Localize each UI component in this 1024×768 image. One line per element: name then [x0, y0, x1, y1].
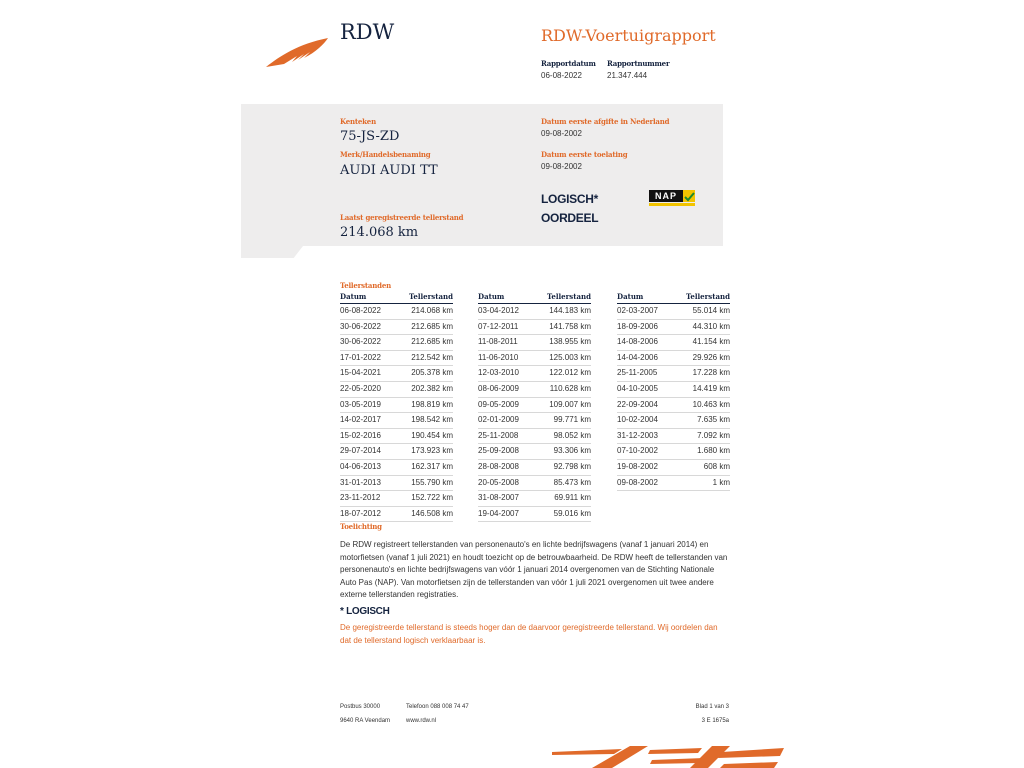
table-row	[478, 476, 591, 492]
table-row	[617, 476, 730, 492]
table-row	[340, 351, 453, 367]
tellerstanden-table-col2	[478, 292, 591, 522]
footer-code: 3 E 1675a	[701, 718, 729, 724]
table-row	[478, 304, 591, 320]
row-tellerstand: 59.016 km	[553, 508, 591, 518]
row-datum: 03-04-2012	[478, 306, 519, 315]
table-row	[340, 398, 453, 414]
row-datum: 04-10-2005	[617, 383, 658, 393]
table-row	[478, 320, 591, 336]
table-row	[478, 460, 591, 476]
row-datum: 20-05-2008	[478, 477, 519, 487]
table-row	[340, 335, 453, 351]
row-tellerstand: 202.382 km	[411, 383, 453, 393]
row-datum: 03-05-2019	[340, 399, 381, 409]
row-datum: 15-04-2021	[340, 368, 381, 378]
footer-website[interactable]: www.rdw.nl	[406, 718, 437, 724]
row-datum: 07-10-2002	[617, 446, 658, 456]
table-row	[478, 351, 591, 367]
oordeel-logisch: LOGISCH*	[541, 192, 598, 206]
footer-telefoon: Telefoon 088 008 74 47	[406, 704, 469, 710]
afgifte-label: Datum eerste afgifte in Nederland	[541, 117, 670, 126]
rdw-logo-text: RDW	[340, 20, 395, 44]
table-row	[478, 444, 591, 460]
row-tellerstand: 14.419 km	[692, 383, 730, 393]
col-tellerstand-header: Tellerstand	[408, 292, 453, 301]
footer-page-number: Blad 1 van 3	[695, 704, 729, 710]
table-row	[617, 304, 730, 320]
row-datum: 07-12-2011	[478, 321, 519, 331]
rdw-logo-feather-icon	[264, 34, 332, 70]
table-row	[340, 320, 453, 336]
table-header	[340, 292, 453, 304]
afgifte-value: 09-08-2002	[541, 129, 582, 138]
row-tellerstand: 92.798 km	[553, 461, 591, 471]
row-datum: 23-11-2012	[340, 493, 381, 503]
row-datum: 18-07-2012	[340, 508, 381, 518]
table-row	[478, 382, 591, 398]
row-tellerstand: 93.306 km	[553, 446, 591, 456]
row-datum: 11-08-2011	[478, 337, 518, 347]
row-tellerstand: 155.790 km	[411, 477, 453, 487]
row-tellerstand: 1 km	[712, 477, 730, 487]
row-tellerstand: 138.955 km	[549, 337, 591, 347]
table-row	[617, 398, 730, 414]
row-datum: 15-02-2016	[340, 430, 381, 440]
toelichting-title: Toelichting	[340, 522, 382, 531]
row-datum: 11-06-2010	[478, 352, 519, 362]
row-datum: 18-09-2006	[617, 321, 658, 331]
row-datum: 09-08-2002	[617, 477, 658, 487]
row-datum: 31-12-2003	[617, 430, 658, 440]
kenteken-label: Kenteken	[340, 117, 376, 126]
row-datum: 02-03-2007	[617, 306, 658, 315]
tellerstand-value: 214.068 km	[340, 225, 419, 240]
rapportdatum-value: 06-08-2022	[541, 71, 582, 80]
row-tellerstand: 198.819 km	[411, 399, 453, 409]
row-tellerstand: 109.007 km	[549, 399, 591, 409]
row-tellerstand: 7.092 km	[697, 430, 730, 440]
row-datum: 19-04-2007	[478, 508, 519, 518]
row-datum: 25-11-2008	[478, 430, 519, 440]
row-tellerstand: 144.183 km	[549, 306, 591, 315]
oordeel-label: OORDEEL	[541, 211, 599, 225]
row-datum: 31-01-2013	[340, 477, 381, 487]
table-row	[478, 335, 591, 351]
row-datum: 19-08-2002	[617, 461, 658, 471]
row-tellerstand: 152.722 km	[411, 493, 453, 503]
col-tellerstand-header: Tellerstand	[546, 292, 591, 301]
row-datum: 14-04-2006	[617, 352, 658, 362]
tellerstanden-title: Tellerstanden	[340, 281, 391, 290]
table-row	[617, 366, 730, 382]
row-datum: 10-02-2004	[617, 415, 658, 425]
row-tellerstand: 212.685 km	[411, 321, 453, 331]
table-row	[340, 491, 453, 507]
table-row	[478, 413, 591, 429]
row-datum: 29-07-2014	[340, 446, 381, 456]
col-datum-header: Datum	[340, 292, 367, 301]
merk-label: Merk/Handelsbenaming	[340, 150, 431, 159]
row-tellerstand: 125.003 km	[549, 352, 591, 362]
row-datum: 31-08-2007	[478, 493, 519, 503]
footer-postcode: 9640 RA Veendam	[340, 718, 391, 724]
table-row	[340, 476, 453, 492]
nap-underline	[649, 203, 695, 206]
row-tellerstand: 205.378 km	[411, 368, 453, 378]
rapportnummer-value: 21.347.444	[607, 71, 648, 80]
row-tellerstand: 55.014 km	[692, 306, 730, 315]
merk-value: AUDI AUDI TT	[340, 163, 438, 178]
col-datum-header: Datum	[478, 292, 505, 301]
row-tellerstand: 162.317 km	[411, 461, 453, 471]
table-row	[340, 382, 453, 398]
table-row	[617, 460, 730, 476]
row-tellerstand: 173.923 km	[411, 446, 453, 456]
row-tellerstand: 110.628 km	[549, 383, 591, 393]
nap-text: NAP	[649, 190, 683, 202]
tellerstanden-table-col1	[340, 292, 453, 522]
row-datum: 22-09-2004	[617, 399, 658, 409]
row-tellerstand: 69.911 km	[554, 493, 591, 503]
row-tellerstand: 1.680 km	[697, 446, 730, 456]
row-tellerstand: 198.542 km	[411, 415, 453, 425]
row-datum: 14-08-2006	[617, 337, 658, 347]
table-row	[617, 413, 730, 429]
row-datum: 30-06-2022	[340, 321, 381, 331]
decorative-stripes-graphic	[552, 744, 784, 768]
row-datum: 14-02-2017	[340, 415, 381, 425]
row-datum: 28-08-2008	[478, 461, 519, 471]
row-tellerstand: 212.542 km	[411, 352, 453, 362]
row-tellerstand: 10.463 km	[692, 399, 730, 409]
table-row	[478, 366, 591, 382]
row-tellerstand: 7.635 km	[697, 415, 730, 425]
table-row	[340, 507, 453, 523]
table-row	[340, 460, 453, 476]
tellerstand-label: Laatst geregistreerde tellerstand	[340, 213, 464, 222]
row-tellerstand: 214.068 km	[411, 306, 453, 315]
table-row	[340, 444, 453, 460]
table-row	[617, 351, 730, 367]
table-header	[478, 292, 591, 304]
table-row	[478, 398, 591, 414]
row-tellerstand: 41.154 km	[692, 337, 730, 347]
row-datum: 22-05-2020	[340, 383, 381, 393]
table-row	[617, 320, 730, 336]
row-tellerstand: 146.508 km	[411, 508, 453, 518]
toelichting-text: De RDW registreert tellerstanden van personenauto's en lichte bedrijfswagens (vanaf 1 januari 2014) en motorfietsen (vanaf 1 juli 2021) en houdt toezicht op de betrouwbaarheid. De RDW heeft de tellerstanden van personenauto's en lichte bedrijfswagens van vóór 1 januari 2014 overgenomen van de Stichting Nationale Auto Pas (NAP). Van motorfietsen zijn de tellerstanden van vóór 1 juli 2021 overgenomen uit twee andere externe tellerstanden registraties.	[340, 540, 728, 600]
row-datum: 30-06-2022	[340, 337, 381, 347]
row-datum: 25-09-2008	[478, 446, 519, 456]
row-datum: 04-06-2013	[340, 461, 381, 471]
table-row	[340, 429, 453, 445]
table-row	[340, 366, 453, 382]
kenteken-value: 75-JS-ZD	[340, 129, 400, 144]
row-tellerstand: 122.012 km	[549, 368, 591, 378]
row-tellerstand: 608 km	[703, 461, 730, 471]
table-row	[617, 429, 730, 445]
row-tellerstand: 141.758 km	[549, 321, 591, 331]
toelating-label: Datum eerste toelating	[541, 150, 628, 159]
rapportdatum-label: Rapportdatum	[541, 59, 596, 68]
row-tellerstand: 98.052 km	[553, 430, 591, 440]
table-row	[478, 507, 591, 523]
row-datum: 02-01-2009	[478, 415, 519, 425]
col-tellerstand-header: Tellerstand	[685, 292, 730, 301]
table-row	[478, 429, 591, 445]
row-datum: 08-06-2009	[478, 383, 519, 393]
nap-check-box	[683, 190, 695, 202]
table-row	[340, 413, 453, 429]
table-row	[617, 335, 730, 351]
col-datum-header: Datum	[617, 292, 644, 301]
checkmark-icon	[683, 191, 695, 203]
row-datum: 12-03-2010	[478, 368, 519, 378]
table-header	[617, 292, 730, 304]
row-datum: 09-05-2009	[478, 399, 519, 409]
row-tellerstand: 17.228 km	[692, 368, 730, 378]
row-tellerstand: 44.310 km	[692, 321, 730, 331]
rapportnummer-label: Rapportnummer	[607, 59, 670, 68]
report-title: RDW-Voertuigrapport	[541, 26, 716, 45]
table-row	[617, 444, 730, 460]
row-tellerstand: 29.926 km	[692, 352, 730, 362]
row-tellerstand: 99.771 km	[553, 415, 591, 425]
nap-badge	[649, 190, 696, 207]
row-datum: 17-01-2022	[340, 352, 381, 362]
row-tellerstand: 190.454 km	[411, 430, 453, 440]
row-datum: 25-11-2005	[617, 368, 658, 378]
table-row	[478, 491, 591, 507]
row-datum: 06-08-2022	[340, 306, 381, 315]
logisch-heading: * LOGISCH	[340, 606, 390, 617]
table-row	[340, 304, 453, 320]
panel-tab-decoration	[241, 246, 303, 258]
row-tellerstand: 212.685 km	[411, 337, 453, 347]
row-tellerstand: 85.473 km	[553, 477, 591, 487]
table-row	[617, 382, 730, 398]
toelating-value: 09-08-2002	[541, 162, 582, 171]
tellerstanden-table-col3	[617, 292, 730, 491]
logisch-explanation: De geregistreerde tellerstand is steeds hoger dan de daarvoor geregistreerde tellerstand. Wij oordelen dan dat de tellerstand logisch verklaarbaar is.	[340, 623, 718, 645]
footer-postbus: Postbus 30000	[340, 704, 381, 710]
